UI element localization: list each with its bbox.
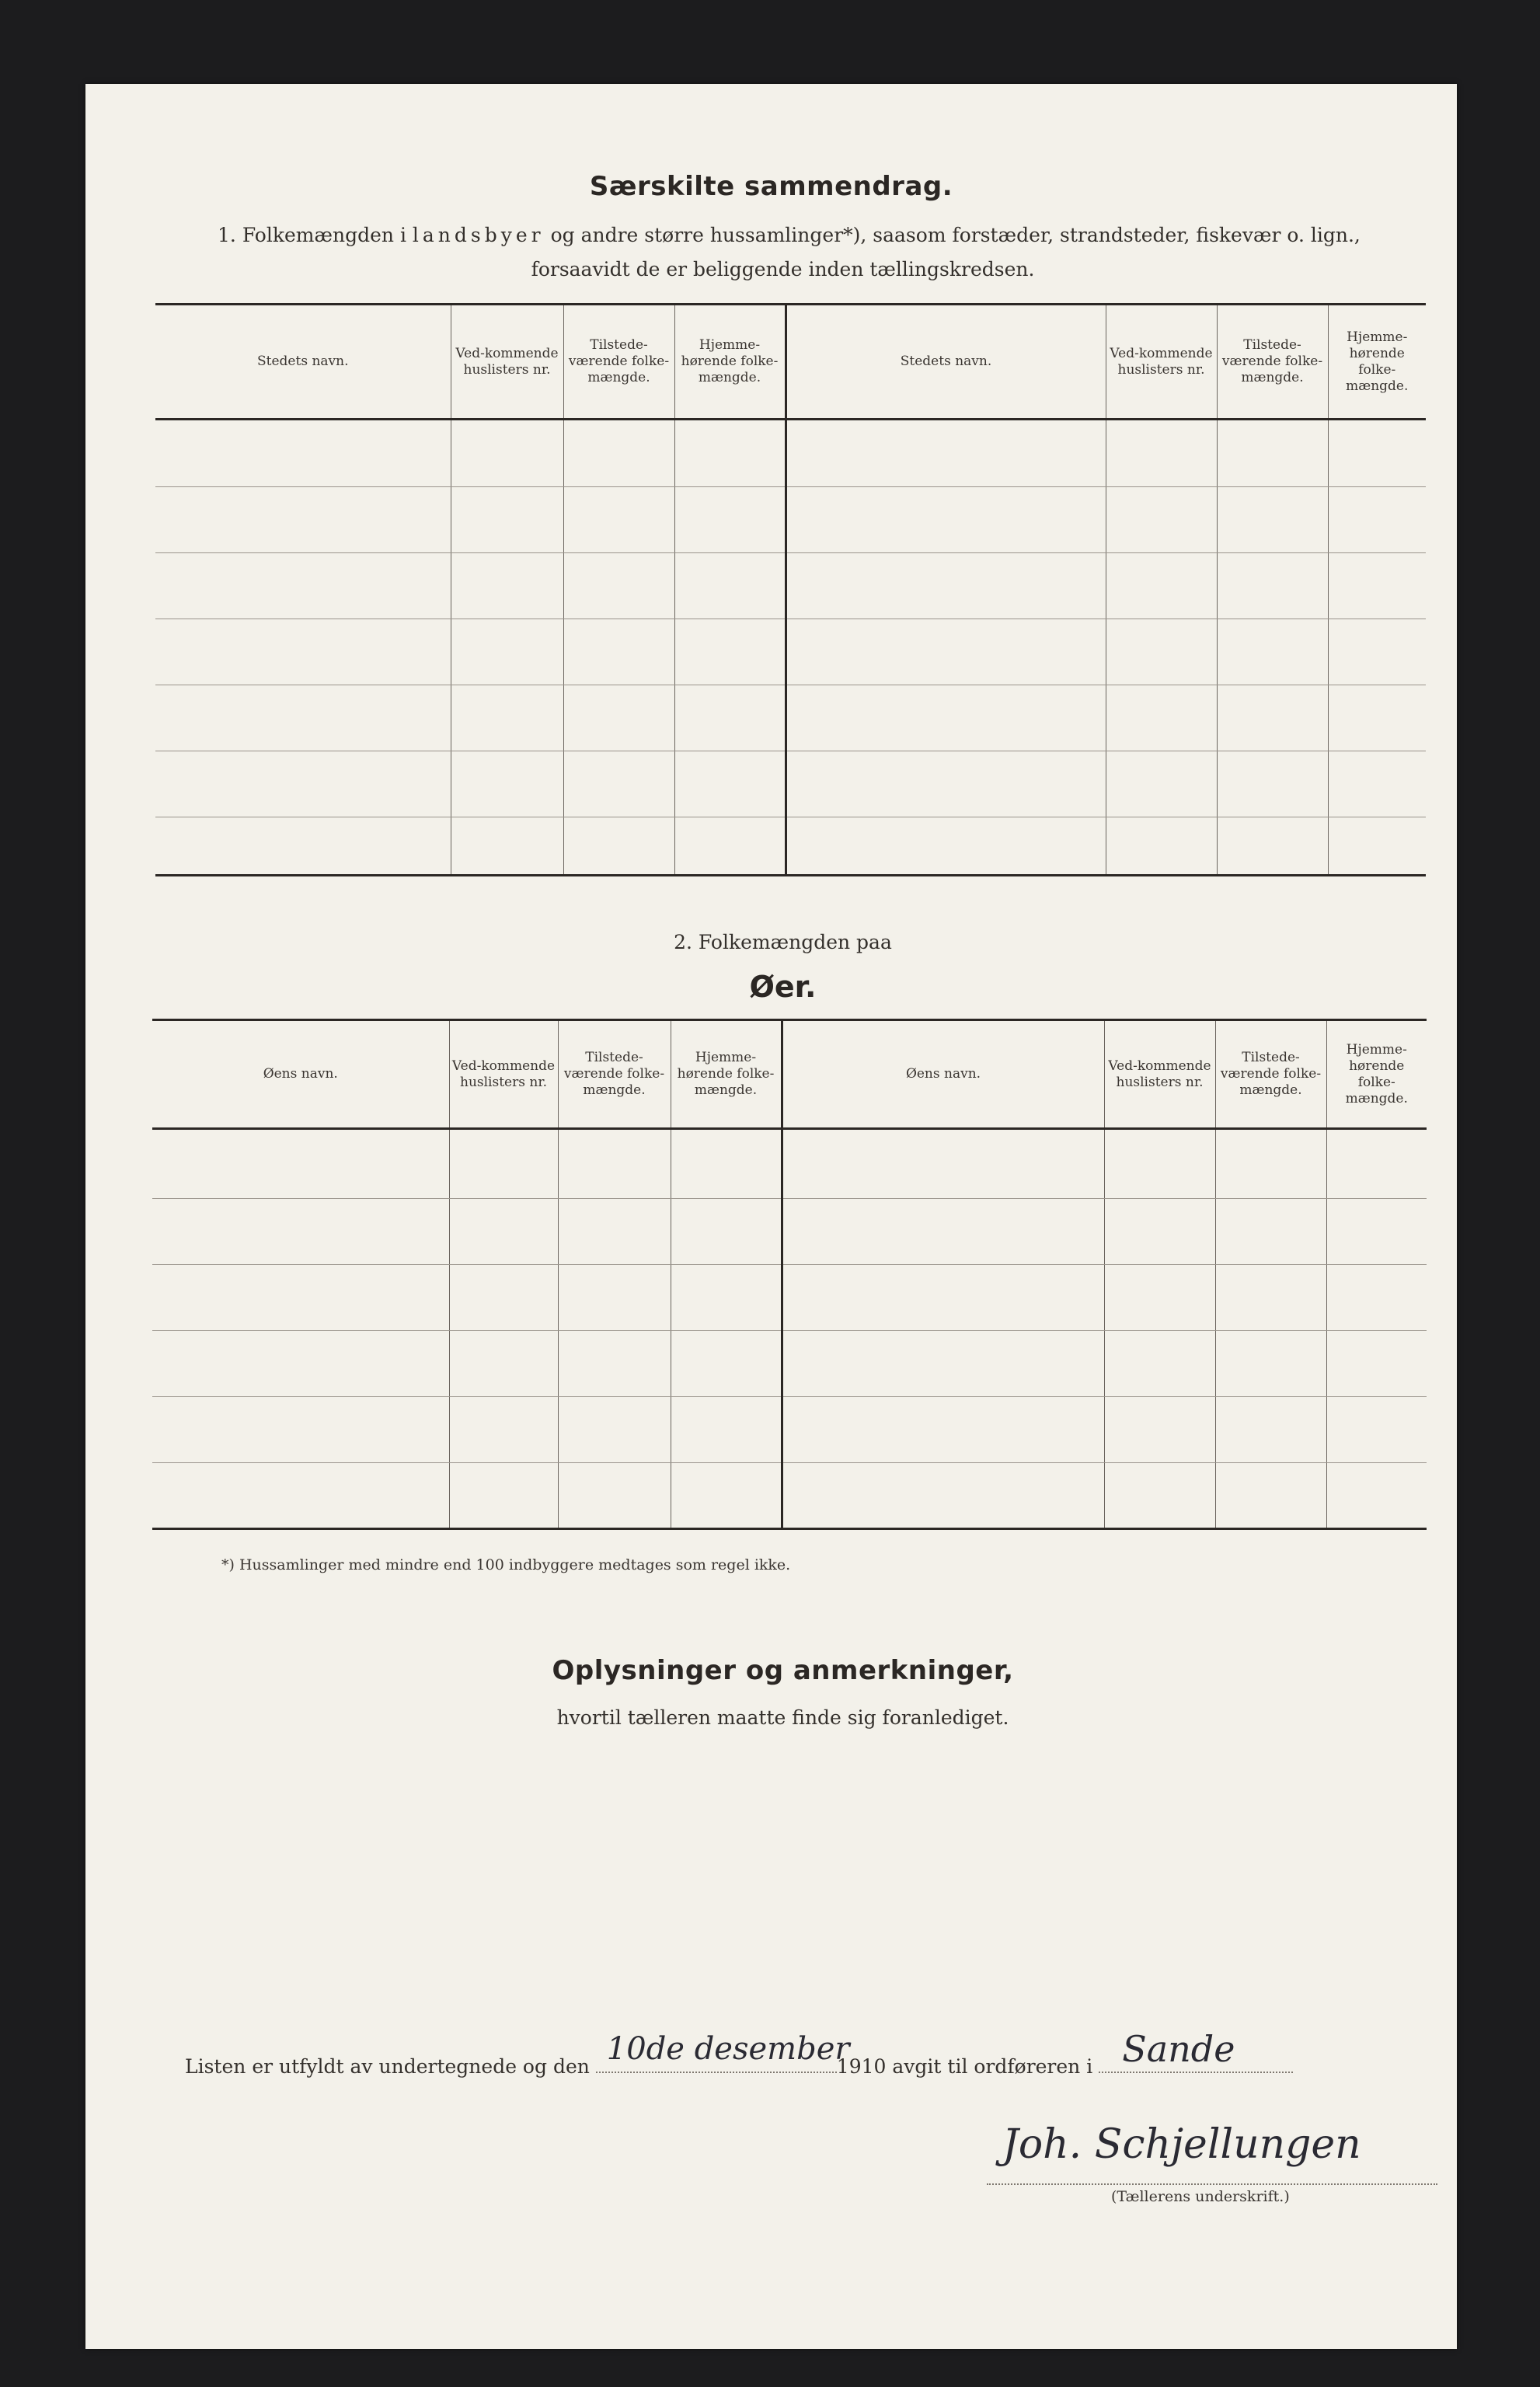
cell[interactable] [1328, 553, 1426, 619]
cell[interactable] [671, 1129, 782, 1199]
section2-intro: 2. Folkemængden paa [674, 931, 892, 953]
cell[interactable] [786, 420, 1106, 487]
cell[interactable] [1106, 619, 1217, 685]
cell[interactable] [671, 1397, 782, 1463]
section1-text-spaced: landsbyer [412, 224, 545, 246]
cell[interactable] [1326, 1199, 1427, 1265]
cell[interactable] [674, 817, 786, 876]
cell[interactable] [563, 817, 674, 876]
year: 1910 [836, 2055, 887, 2078]
cell[interactable] [1328, 817, 1426, 876]
table-row [152, 1199, 1427, 1265]
cell[interactable] [1215, 1199, 1326, 1265]
cell[interactable] [451, 817, 563, 876]
header-huslisters-nr-2: Ved-kommende huslisters nr. [1106, 305, 1217, 420]
section1-line2: forsaavidt de er beliggende inden tællingskredsen. [531, 258, 1035, 281]
cell[interactable] [155, 487, 451, 553]
table-row [155, 487, 1426, 553]
cell[interactable] [152, 1463, 449, 1529]
remarks-subtitle: hvortil tælleren maatte finde sig foranlediget. [556, 1706, 1009, 1729]
cell[interactable] [155, 751, 451, 817]
cell[interactable] [563, 619, 674, 685]
table-row [155, 751, 1426, 817]
cell[interactable] [451, 420, 563, 487]
cell[interactable] [1326, 1331, 1427, 1397]
cell[interactable] [786, 817, 1106, 876]
remarks-title: Oplysninger og anmerkninger, [552, 1655, 1014, 1686]
cell[interactable] [558, 1331, 671, 1397]
table-row [152, 1331, 1427, 1397]
cell[interactable] [782, 1265, 1104, 1331]
header-tilstedevaerende: Tilstede-værende folke-mængde. [558, 1020, 671, 1129]
cell[interactable] [1106, 420, 1217, 487]
signature-handwritten: Joh. Schjellungen [1002, 2121, 1361, 2168]
cell[interactable] [451, 751, 563, 817]
table-row [152, 1129, 1427, 1199]
cell[interactable] [155, 420, 451, 487]
cell[interactable] [451, 619, 563, 685]
cell[interactable] [1104, 1265, 1215, 1331]
header-hjemmehorende-2: Hjemme-hørende folke-mængde. [1326, 1020, 1427, 1129]
cell[interactable] [1217, 420, 1328, 487]
cell[interactable] [449, 1199, 558, 1265]
cell[interactable] [1215, 1129, 1326, 1199]
table-row [155, 553, 1426, 619]
cell[interactable] [451, 685, 563, 751]
date-field[interactable] [596, 2031, 850, 2073]
table-row [152, 1265, 1427, 1331]
document-page [85, 84, 1457, 2349]
section1-text-a: Folkemængden i [242, 224, 406, 246]
cell[interactable] [1217, 553, 1328, 619]
signature-caption: (Tællerens underskrift.) [1111, 2188, 1290, 2205]
cell[interactable] [155, 619, 451, 685]
header-huslisters-nr-2: Ved-kommende huslisters nr. [1104, 1020, 1215, 1129]
cell[interactable] [449, 1129, 558, 1199]
cell[interactable] [558, 1265, 671, 1331]
section1-intro [218, 224, 1461, 246]
cell[interactable] [782, 1463, 1104, 1529]
cell[interactable] [1326, 1463, 1427, 1529]
cell[interactable] [674, 553, 786, 619]
header-tilstedevaerende-2: Tilstede-værende folke-mængde. [1217, 305, 1328, 420]
cell[interactable] [1326, 1129, 1427, 1199]
cell[interactable] [1106, 685, 1217, 751]
cell[interactable] [449, 1463, 558, 1529]
table-row [152, 1397, 1427, 1463]
header-stedets-navn-2: Stedets navn. [786, 305, 1106, 420]
header-hjemmehorende: Hjemme-hørende folke-mængde. [674, 305, 786, 420]
cell[interactable] [1328, 619, 1426, 685]
cell[interactable] [152, 1265, 449, 1331]
cell[interactable] [558, 1129, 671, 1199]
section1-number: 1. [218, 224, 236, 246]
cell[interactable] [1217, 751, 1328, 817]
cell[interactable] [152, 1199, 449, 1265]
cell[interactable] [786, 619, 1106, 685]
cell[interactable] [558, 1463, 671, 1529]
header-stedets-navn: Stedets navn. [155, 305, 451, 420]
cell[interactable] [152, 1397, 449, 1463]
cell[interactable] [155, 685, 451, 751]
footnote: *) Hussamlinger med mindre end 100 indbyggere medtages som regel ikke. [221, 1556, 791, 1573]
cell[interactable] [1215, 1463, 1326, 1529]
cell[interactable] [1215, 1265, 1326, 1331]
cell[interactable] [563, 685, 674, 751]
header-hjemmehorende: Hjemme-hørende folke-mængde. [671, 1020, 782, 1129]
cell[interactable] [782, 1129, 1104, 1199]
signature-text-a: Listen er utfyldt av undertegnede og den [185, 2055, 590, 2078]
signature-text-b: avgit til ordføreren i [892, 2055, 1093, 2078]
cell[interactable] [1104, 1129, 1215, 1199]
cell[interactable] [152, 1331, 449, 1397]
oer-table [152, 1019, 1427, 1530]
cell[interactable] [1104, 1331, 1215, 1397]
cell[interactable] [674, 487, 786, 553]
cell[interactable] [671, 1331, 782, 1397]
header-oens-navn-2: Øens navn. [782, 1020, 1104, 1129]
cell[interactable] [558, 1199, 671, 1265]
cell[interactable] [1328, 751, 1426, 817]
header-huslisters-nr: Ved-kommende huslisters nr. [451, 305, 563, 420]
section1-text-b: og andre større hussamlinger*), saasom forstæder, strandsteder, fiskevær o. lign., [550, 224, 1361, 246]
cell[interactable] [786, 553, 1106, 619]
cell[interactable] [1326, 1265, 1427, 1331]
cell[interactable] [1217, 685, 1328, 751]
cell[interactable] [451, 487, 563, 553]
cell[interactable] [1215, 1331, 1326, 1397]
cell[interactable] [449, 1265, 558, 1331]
cell[interactable] [1106, 751, 1217, 817]
place-field[interactable] [1099, 2028, 1293, 2073]
cell[interactable] [1328, 487, 1426, 553]
table-row [155, 619, 1426, 685]
cell[interactable] [671, 1463, 782, 1529]
cell[interactable] [1106, 553, 1217, 619]
header-oens-navn: Øens navn. [152, 1020, 449, 1129]
cell[interactable] [451, 553, 563, 619]
header-tilstedevaerende-2: Tilstede-værende folke-mængde. [1215, 1020, 1326, 1129]
landsbyer-table [155, 303, 1426, 876]
cell[interactable] [674, 685, 786, 751]
cell[interactable] [152, 1129, 449, 1199]
table-row [155, 817, 1426, 876]
cell[interactable] [1328, 420, 1426, 487]
cell[interactable] [1217, 817, 1328, 876]
cell[interactable] [1104, 1397, 1215, 1463]
cell[interactable] [674, 619, 786, 685]
table-row [155, 420, 1426, 487]
cell[interactable] [782, 1199, 1104, 1265]
cell[interactable] [786, 751, 1106, 817]
page-title: Særskilte sammendrag. [589, 171, 953, 202]
cell[interactable] [671, 1199, 782, 1265]
cell[interactable] [563, 487, 674, 553]
cell[interactable] [671, 1265, 782, 1331]
cell[interactable] [155, 817, 451, 876]
cell[interactable] [563, 751, 674, 817]
cell[interactable] [782, 1331, 1104, 1397]
cell[interactable] [155, 553, 451, 619]
header-huslisters-nr: Ved-kommende huslisters nr. [449, 1020, 558, 1129]
cell[interactable] [1104, 1199, 1215, 1265]
cell[interactable] [563, 420, 674, 487]
cell[interactable] [786, 685, 1106, 751]
cell[interactable] [449, 1331, 558, 1397]
date-handwritten: 10de desember [606, 2031, 850, 2067]
cell[interactable] [674, 751, 786, 817]
cell[interactable] [786, 487, 1106, 553]
cell[interactable] [1106, 817, 1217, 876]
cell[interactable] [563, 553, 674, 619]
cell[interactable] [1104, 1463, 1215, 1529]
cell[interactable] [1215, 1397, 1326, 1463]
table-row [152, 1463, 1427, 1529]
section2-title: Øer. [749, 970, 817, 1004]
header-tilstedevaerende: Tilstede-værende folke-mængde. [563, 305, 674, 420]
cell[interactable] [1106, 487, 1217, 553]
cell[interactable] [449, 1397, 558, 1463]
cell[interactable] [1217, 487, 1328, 553]
cell[interactable] [782, 1397, 1104, 1463]
cell[interactable] [674, 420, 786, 487]
header-hjemmehorende-2: Hjemme-hørende folke-mængde. [1328, 305, 1426, 420]
cell[interactable] [1328, 685, 1426, 751]
place-handwritten: Sande [1122, 2028, 1235, 2070]
cell[interactable] [1217, 619, 1328, 685]
table-row [155, 685, 1426, 751]
cell[interactable] [558, 1397, 671, 1463]
cell[interactable] [1326, 1397, 1427, 1463]
signature-line [185, 2028, 1413, 2095]
signature-field[interactable] [987, 2182, 1437, 2185]
